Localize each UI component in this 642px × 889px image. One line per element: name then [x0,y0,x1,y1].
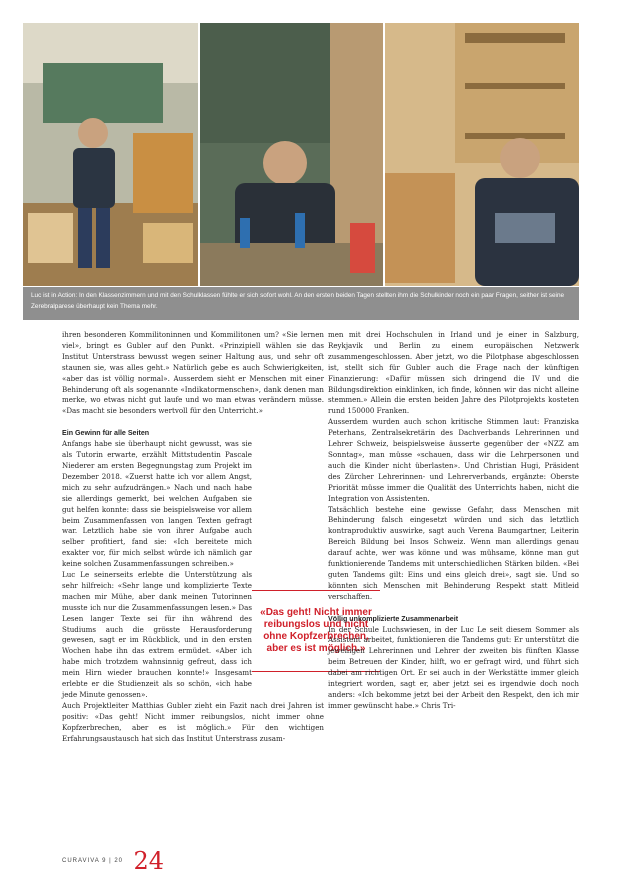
paragraph: ihren besonderen Kommilitoninnen und Kommilitonen um? «Sie lernen viel», bringt es Gubler auf den Punkt. «Prinzipiell wählen sie das Institut Unterstrass bewusst wegen seiner Haltung aus, und sehr oft staunen sie, was alles geht.» Natürlich gebe es auch Schwierigkeiten, «aber das ist völlig normal». Ausserdem sieht er Menschen mit einer Behinderung oft als sogenannte «Indikatormenschen», dank denen man merke, wo etwas nicht gut laufe und wo man etwas verändern müsse. «Das macht sie besonders wertvoll für den Unterricht.» [62,330,324,416]
classroom-wide-image [23,23,198,286]
paragraph: men mit drei Hochschulen in Irland und je einer in Salzburg, Reykjavik und Berlin zu einem europäischen Netzwerk zusammengeschlossen. Aber jetzt, wo die Pilotphase abgeschlossen ist, stellt sich für Gubler auch die Frage nach der künftigen Finanzierung: «Dafür müssen sich dringend die IV und die Bildungsdirektion einklinken, ich finde, können wir das nicht alleine stemmen.» Allein die ersten beiden Jahre des Pilotprojekts kosteten rund 150000 Franken. [328,330,579,416]
text-column-left [62,330,324,745]
page-footer [62,847,164,875]
paragraph: Auch Projektleiter Matthias Gubler zieht ein Fazit nach drei Jahren ist positiv: «Das geht! Nicht immer reibungslos, nicht immer ohne Kopfzerbrechen, aber es ist möglich.» Für den wichtigen Erfahrungsaustausch hat sich das Institut Unterstrass zusam- [62,700,324,743]
paragraph: Tatsächlich bestehe eine gewisse Gefahr, dass Menschen mit Behinderung falsch eingesetzt würden und sich das letztlich kontraproduktiv auswirke, sagt auch Verena Baumgartner, Leiterin Bereich Bildung bei Insos Schweiz. Wenn man allerdings genau darauf achte, wer was könne und was mühsame, könne man gut funktionierende Tandems mit unterschiedlichen Stärken bilden. «Bei guten Tandems gilt: Eins und eins gleich drei», sagt sie. Und so könnten sich Menschen mit Behinderung Respekt statt Mitleid verschaffen. [328,504,579,601]
paragraph: Ausserdem wurden auch schon kritische Stimmen laut: Franziska Peterhans, Zentralsekretärin des Dachverbands Lehrerinnen und Lehrer Schweiz, beispielsweise äusserte gegenüber der «NZZ am Sonntag», man müsse «schauen, dass wir die Lehrpersonen und auch die Kinder nicht überlasten». Und Christian Hugi, Präsident des Zürcher Lehrerinnen- und Lehrerverbands, ergänzte: Oberste Priorität müsse immer die Qualität des Unterrichts haben, nicht die Integration von Assistenten. [328,417,579,503]
paragraph: In der Schule Luchswiesen, in der Luc Le seit diesem Sommer als Assistent arbeitet, funktionieren die Tandems gut: Er unterstützt die jeweiligen Lehrerinnen und Lehrer der zweiten bis fünften Klasse beim Betreuen der Kinder, hilft, wo er gefragt wird, und führt sich dabei am richtigen Ort. Er sei auch in der Werkstätte immer gleich integriert worden, sagt er, aber jetzt sei es irgendwie doch noch anders: «Ich bekomme jetzt bei der Arbeit den Respekt, den ich mir immer gewünscht habe.» Chris Tri- [328,624,579,710]
photo-caption-bar [23,287,579,320]
paragraph: Luc Le seinerseits erlebte die Unterstützung als sehr hilfreich: «Sehr lange und komplizierte Texte machen mir Mühe, aber dank meinen Tutorinnen musste ich nur die Zusammenfassungen lesen.» Das Lesen langer Texte sei für ihn während des Studiums auch die grösste Herausforderung gewesen, sagt er im Rückblick, und in den ersten Wochen habe ihn das extrem ermüdet. «Aber ich habe mich trotzdem wahnsinnig gefreut, dass ich mein Hirn wieder brauchen konnte!» Insgesamt erlebte er die Studienzeit als so schön, «ich habe jede Minute genossen». [62,570,252,699]
magazine-name: CURAVIVA 9 | 20 [62,858,124,864]
photo-classroom-wide [23,23,198,286]
section-heading: Ein Gewinn für alle Seiten [62,429,150,438]
page-number: 24 [133,847,165,875]
classroom-shelf-image [385,23,579,286]
photo-classroom-closeup [200,23,383,286]
text-column-right [328,330,579,712]
pull-quote-text: «Das geht! Nicht immer reibungslos und nicht ohne Kopfzerbrechen, aber es ist möglich.» [260,607,372,654]
classroom-closeup-image [200,23,383,286]
section-heading: Völlig unkomplizierte Zusammenarbeit [328,614,459,623]
paragraph: Anfangs habe sie überhaupt nicht gewusst, was sie als Tutorin erwarte, erzählt Mittstudentin Pascale Niederer am ersten Begegnungstag zum Projekt im Dezember 2018. «Zuerst hatte ich vor allem Angst, mich zu sehr aufzudrängen.» Nach und nach habe sie allerdings gemerkt, bei welchen Aufgaben sie gut helfen konnte: dass sie beispielsweise vor allem beim Zusammenfassen von langen Texten gefragt war. Letztlich habe sie von ihrer Aufgabe auch selber profitiert, fand sie: «Ich bereitete mich exakter vor, für mich selbst würde ich nämlich gar keine solchen Zusammenfassungen schreiben.» [62,439,252,569]
photo-classroom-shelf [385,23,579,286]
photo-caption: Luc ist in Action: In den Klassenzimmern und mit den Schulklassen fühlte er sich sofort wohl. An den ersten beiden Tagen stellten ihm die Schulkinder noch ein paar Fragen, seither ist seine Zerebralparese überhaupt kein Thema mehr. [31,292,565,310]
